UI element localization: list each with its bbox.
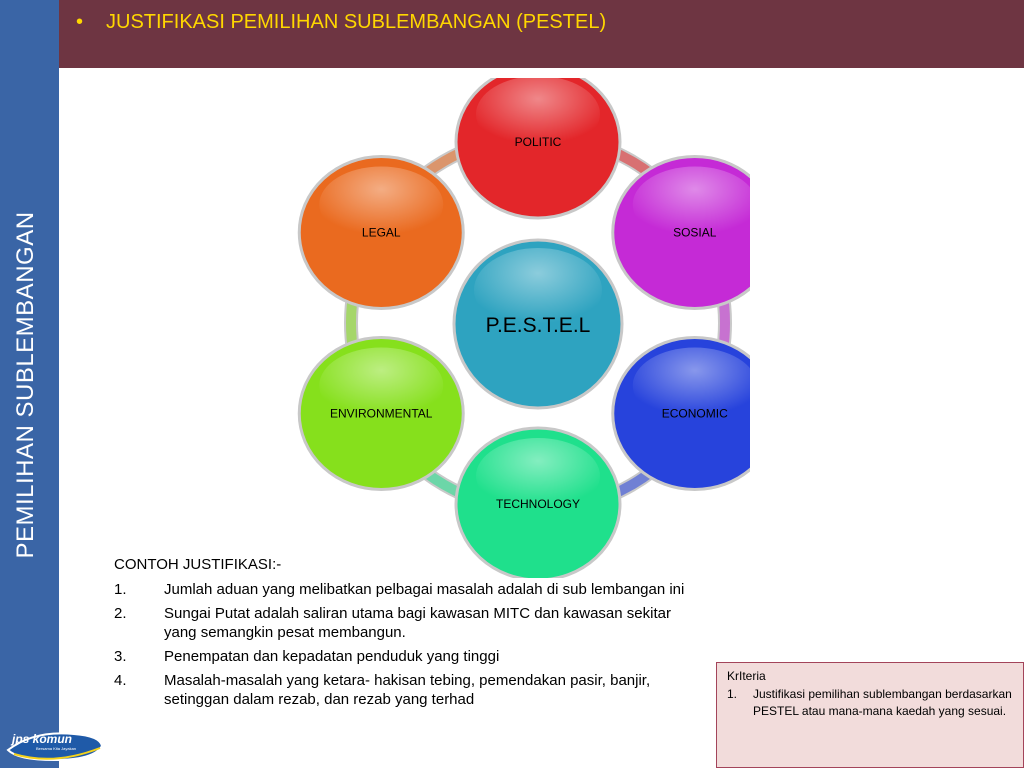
pestel-node-technology [456, 428, 620, 578]
center-node [454, 240, 622, 408]
pestel-diagram [280, 78, 750, 578]
list-item [114, 580, 694, 599]
node-label: TECHNOLOGY [495, 497, 581, 511]
list-item [114, 647, 694, 666]
slide-title: JUSTIFIKASI PEMILIHAN SUBLEMBANGAN (PESTEL) [106, 11, 607, 33]
sidebar-title: PEMILIHAN SUBLEMBANGAN [12, 211, 39, 559]
node-label: ECONOMIC [661, 406, 728, 421]
pestel-node-sosial [613, 157, 750, 309]
list-text: Jumlah aduan yang melibatkan pelbagai masalah adalah di sub lembangan ini [164, 581, 685, 598]
criteria-list [727, 686, 1013, 720]
node-label: ENVIRONMENTAL [330, 406, 433, 421]
pestel-node-environmental [299, 338, 463, 490]
criteria-item [727, 686, 1013, 720]
node-label: LEGAL [361, 225, 401, 240]
logo-text: jps komun [12, 732, 73, 746]
bullet-icon: • [76, 11, 84, 33]
criteria-number: 1. [727, 687, 738, 701]
criteria-box [716, 662, 1024, 768]
criteria-text: Justifikasi pemilihan sublembangan berdasarkan PESTEL atau mana-mana kaedah yang sesuai. [753, 687, 1012, 718]
sidebar [0, 0, 59, 768]
node-label: SOSIAL [673, 225, 717, 240]
examples-title: CONTOH JUSTIFIKASI:- [114, 556, 282, 573]
list-item [114, 671, 694, 709]
pestel-node-legal [299, 157, 463, 309]
pestel-node-politic [456, 78, 620, 218]
list-item [114, 604, 694, 642]
list-text: Penempatan dan kepadatan penduduk yang tinggi [164, 648, 500, 665]
pestel-node-economic [613, 338, 750, 490]
list-text: Sungai Putat adalah saliran utama bagi kawasan MITC dan kawasan sekitar yang semangkin pesat membangun. [164, 605, 671, 641]
center-label: P.E.S.T.E.L [485, 314, 591, 337]
list-number: 4. [114, 672, 127, 689]
list-text: Masalah-masalah yang ketara- hakisan tebing, pemendakan pasir, banjir, setinggan dalam rezab, dan rezab yang terhad [164, 672, 651, 708]
list-number: 1. [114, 581, 127, 598]
list-number: 3. [114, 648, 127, 665]
list-number: 2. [114, 605, 127, 622]
node-label: POLITIC [514, 135, 562, 149]
criteria-title: KrIteria [727, 669, 766, 683]
examples-list [114, 580, 694, 714]
logo-subtext: Bersama Kita Jayakan [36, 746, 77, 751]
